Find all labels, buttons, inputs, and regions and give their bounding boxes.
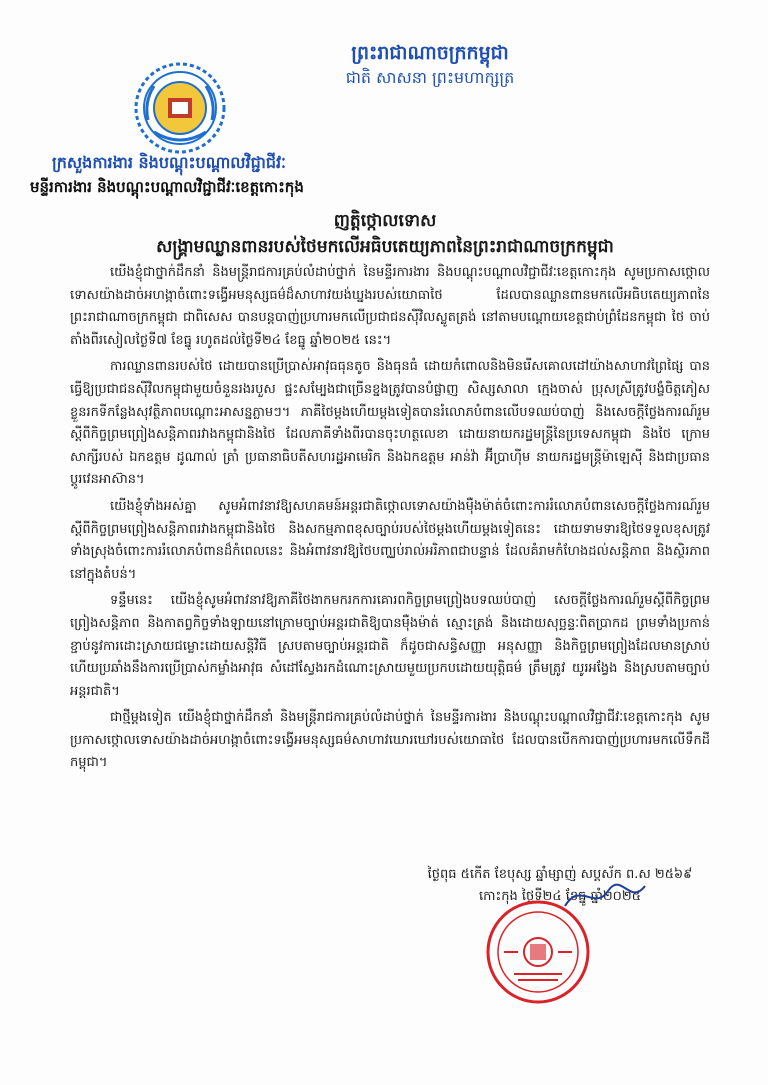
paragraph: ការឈ្លានពានរបស់ថៃ ដោយបានប្រើប្រាស់អាវុធធុនតូច និងធុនធំ ដោយកំពោលនិងមិនរើសគោលដៅយ៉ាងសាហាវព្រៃផ្សៃ បានធ្វើឱ្យប្រជាជនស៊ីវិលកម្ពុជាមួយចំនួនរងរបួស ផ្ទះសម្បែងជាច្រើនខ្នងត្រូវបានបំផ្លាញ សិស្សសាលា ក្មេងចាស់ ប្រុសស្រីត្រូវបង្ខំចិត្តភៀសខ្លួនរកទីកន្លែងសុវត្ថិភាពបណ្តោះអាសន្នភ្លាមៗ។ ភាគីថៃម្តងហើយម្តងទៀតបានរំលោភបំពានលើបទឈប់បាញ់ និងសេចក្តីថ្លែងការណ៍រួមស្តីពីកិច្ចព្រមព្រៀងសន្តិភាពរវាងកម្ពុជានិងថៃ ដែលភាគីទាំងពីរបានចុះហត្ថលេខា ដោយនាយករដ្ឋមន្ត្រីនៃប្រទេសកម្ពុជា និងថៃ ក្រោមសាក្សីរបស់ ឯកឧត្តម ដូណាល់ ត្រាំ ប្រធានាធិបតីសហរដ្ឋអាមេរិក និងឯកឧត្តម អាន់វ៉ា អ៊ីប្រាហ៊ីម នាយករដ្ឋមន្ត្រីម៉ាឡេស៊ី និងជាប្រធានប្តូរវេនអាស៊ាន។ <box>70 359 710 488</box>
solar-date: កោះកុង ថ្ងៃទី២៤ ខែធ្នូ ឆ្នាំ២០២៥ <box>479 889 641 904</box>
department-name: មន្ទីរការងារ និងបណ្តុះបណ្តាលវិជ្ជាជីវៈខេត្តកោះកុង <box>30 178 304 196</box>
document-title <box>80 208 690 260</box>
ministry-name: ក្រសួងការងារ និងបណ្តុះបណ្តាលវិជ្ជាជីវៈ <box>52 153 286 172</box>
document-body <box>70 262 710 779</box>
national-motto: ជាតិ សាសនា ព្រះមហាក្សត្រ <box>345 68 515 87</box>
paragraph: យើងខ្ញុំទាំងអស់គ្នា សូមអំពាវនាវឱ្យសហគមន៍អន្តរជាតិថ្កោលទោសយ៉ាងម៉ឺងម៉ាត់ចំពោះការរំលោភបំពានសេចក្តីថ្លែងការណ៍រួមស្តីពីកិច្ចព្រមព្រៀងសន្តិភាពរវាងកម្ពុជានិងថៃ និងសកម្មភាពខុសច្បាប់របស់ថៃម្តងហើយម្តងទៀតនេះ ដោយទាមទារឱ្យថៃទទួលខុសត្រូវទាំងស្រុងចំពោះការរំលោភបំពានដ៏កំពេលនេះ និងអំពាវនាវឱ្យថៃបញ្ឈប់រាល់អរិភាពជាបន្ទាន់ ដែលគំរាមកំហែងដល់សន្តិភាព និងស្ថិរភាពនៅក្នុងតំបន់។ <box>70 498 710 582</box>
kingdom-heading <box>300 40 560 90</box>
ministry-logo-icon <box>134 62 226 154</box>
paragraph: យើងខ្ញុំជាថ្នាក់ដឹកនាំ និងមន្រ្តីរាជការគ្រប់លំដាប់ថ្នាក់ នៃមន្ទីរការងារ និងបណ្តុះបណ្តាលវិជ្ជាជីវៈខេត្តកោះកុង សូមប្រកាសថ្កោលទោសយ៉ាងដាច់អហង្កាចំពោះទង្វើអមនុស្សធម៌ដ៏សាហាវយង់ឃ្នងរបស់យោធាថៃ ដែលបានឈ្លានពានមកលើអធិបតេយ្យភាពនៃព្រះរាជាណាចក្រកម្ពុជា ជាពិសេស បានបន្តបាញ់ប្រហារមកលើប្រជាជនស៊ីវិលស្លូតត្រង់ នៅតាមបណ្តោយខេត្តជាប់ព្រំដែនកម្ពុជា ថៃ ចាប់តាំងពីរសៀលថ្ងៃទី៧ ខែធ្នូ រហូតដល់ថ្ងៃទី២៤ ខែធ្នូ ឆ្នាំ២០២៥ នេះ។ <box>70 265 710 348</box>
lunar-date: ថ្ងៃពុធ ៥កើត ខែបុស្ស ឆ្នាំម្សាញ់ សប្តស័ក ព.ស ២៥៦៩ <box>427 867 693 882</box>
kingdom-name: ព្រះរាជាណាចក្រកម្ពុជា <box>351 42 509 64</box>
title-line-1: ញត្តិថ្កោលទោស <box>333 211 437 231</box>
title-line-2: សង្គ្រាមឈ្លានពានរបស់ថៃមកលើអធិបតេយ្យភាពនៃព្រះរាជាណាចក្រកម្ពុជា <box>156 237 614 257</box>
paragraph: ជាថ្មីម្តងទៀត យើងខ្ញុំជាថ្នាក់ដឹកនាំ និងមន្ត្រីរាជការគ្រប់លំដាប់ថ្នាក់ នៃមន្ទីរការងារ និងបណ្តុះបណ្តាលវិជ្ជាជីវៈខេត្តកោះកុង សូមប្រកាសថ្កោលទោសយ៉ាងដាច់អហង្កាចំពោះទង្វើអមនុស្សធម៌សាហាវឃោរឃៅរបស់យោធាថៃ ដែលបានបើកការបាញ់ប្រហារមកលើទឹកដីកម្ពុជា។ <box>70 710 710 771</box>
signature-icon <box>560 876 650 916</box>
paragraph: ទន្ទឹមនេះ យើងខ្ញុំសូមអំពាវនាវឱ្យភាគីថៃងាកមករកការគោរពកិច្ចព្រមព្រៀងបទឈប់បាញ់ សេចក្តីថ្លែងការណ៍រួមស្តីពីកិច្ចព្រមព្រៀងសន្តិភាព និងកាតព្វកិច្ចទាំងឡាយនៅក្រោមច្បាប់អន្តរជាតិឱ្យបានម៉ឺងម៉ាត់ ស្មោះត្រង់ និងដោយសុច្ឆន្ទៈពិតប្រាកដ ព្រមទាំងប្រកាន់ខ្ជាប់នូវការដោះស្រាយជម្លោះដោយសន្តិវិធី ស្របតាមច្បាប់អន្តរជាតិ ក៏ដូចជាសន្ធិសញ្ញា អនុសញ្ញា និងកិច្ចព្រមព្រៀងដែលមានស្រាប់ ហើយប្រឆាំងនឹងការប្រើប្រាស់កម្លាំងអាវុធ សំដៅស្វែងរកដំណោះស្រាយមួយប្រកបដោយយុត្តិធម៌ ត្រឹមត្រូវ យូរអង្វែង និងស្របតាមច្បាប់អន្តរជាតិ។ <box>70 593 710 699</box>
